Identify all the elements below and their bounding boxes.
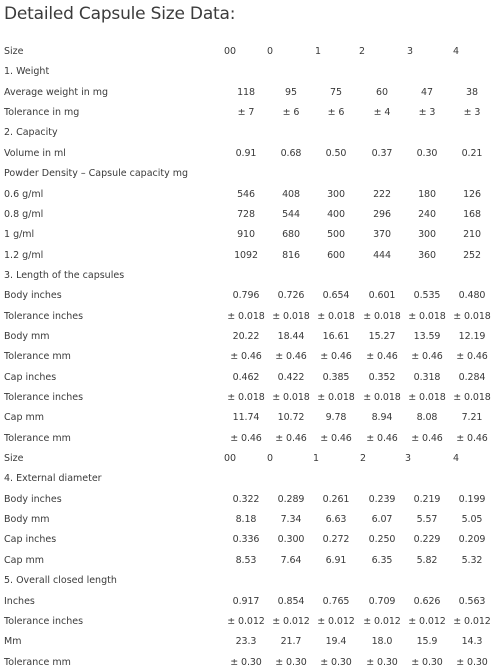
table-cell: 0.796 bbox=[232, 290, 260, 302]
row-label: Cap inches bbox=[4, 371, 57, 383]
row-label: Tolerance mm bbox=[4, 656, 71, 668]
table-row bbox=[0, 64, 500, 80]
table-cell: 0.318 bbox=[413, 371, 441, 383]
row-label: Body inches bbox=[4, 290, 62, 302]
size-header-cell: 3 bbox=[405, 453, 411, 464]
row-label: Average weight in mg bbox=[4, 86, 109, 98]
table-cell: 95 bbox=[285, 86, 297, 98]
table-cell: ± 7 bbox=[237, 107, 255, 119]
table-cell: ± 0.30 bbox=[230, 656, 262, 668]
table-row bbox=[0, 227, 500, 243]
table-cell: ± 0.46 bbox=[366, 351, 398, 363]
table-cell: 0.284 bbox=[458, 371, 486, 383]
table-row bbox=[0, 44, 500, 60]
table-cell: 6.07 bbox=[371, 514, 393, 525]
table-cell: 0.726 bbox=[277, 290, 305, 302]
table-row bbox=[0, 187, 500, 203]
size-header-cell: 00 bbox=[224, 453, 236, 464]
table-cell: ± 0.30 bbox=[320, 656, 352, 668]
table-cell: 15.9 bbox=[416, 636, 438, 648]
table-cell: 11.74 bbox=[232, 412, 260, 424]
table-cell: 0.68 bbox=[280, 147, 302, 159]
table-row bbox=[0, 594, 500, 610]
table-cell: ± 0.018 bbox=[408, 310, 446, 322]
table-cell: 300 bbox=[327, 188, 345, 200]
size-header-cell: 0 bbox=[267, 453, 273, 464]
row-label: 1. Weight bbox=[4, 66, 50, 78]
size-header-cell: 1 bbox=[315, 46, 321, 57]
table-cell: ± 0.46 bbox=[366, 432, 398, 444]
table-cell: 23.3 bbox=[235, 636, 257, 648]
table-row bbox=[0, 532, 500, 548]
table-row bbox=[0, 309, 500, 325]
table-cell: 0.480 bbox=[458, 290, 486, 302]
table-cell: 0.239 bbox=[368, 493, 396, 505]
table-cell: 296 bbox=[373, 208, 391, 220]
size-header-cell: 1 bbox=[313, 453, 319, 464]
size-header-cell: 0 bbox=[267, 46, 273, 57]
table-row bbox=[0, 492, 500, 508]
table-cell: ± 0.018 bbox=[453, 310, 491, 322]
table-cell: 816 bbox=[282, 249, 300, 261]
table-row bbox=[0, 390, 500, 406]
table-cell: ± 4 bbox=[373, 107, 391, 119]
size-header-cell: 4 bbox=[453, 46, 459, 57]
table-row bbox=[0, 370, 500, 386]
table-cell: 0.765 bbox=[322, 595, 350, 607]
table-cell: 0.709 bbox=[368, 595, 396, 607]
table-cell: 18.0 bbox=[371, 636, 393, 648]
row-label: Tolerance mm bbox=[4, 351, 71, 363]
table-cell: ± 0.012 bbox=[227, 615, 265, 627]
table-cell: 14.3 bbox=[461, 636, 483, 648]
table-cell: ± 0.018 bbox=[317, 310, 355, 322]
row-label: 5. Overall closed length bbox=[4, 575, 117, 587]
table-cell: 47 bbox=[421, 86, 433, 98]
table-cell: 680 bbox=[282, 229, 300, 241]
table-cell: 5.32 bbox=[461, 554, 483, 566]
table-cell: ± 0.012 bbox=[317, 615, 355, 627]
table-row bbox=[0, 410, 500, 426]
table-cell: ± 0.46 bbox=[320, 351, 352, 363]
table-cell: 400 bbox=[327, 208, 345, 220]
table-row bbox=[0, 655, 500, 671]
table-cell: 0.322 bbox=[232, 493, 260, 505]
table-cell: ± 0.018 bbox=[363, 392, 401, 403]
table-cell: 0.336 bbox=[232, 534, 260, 546]
table-row bbox=[0, 329, 500, 345]
table-cell: 0.250 bbox=[368, 534, 396, 546]
table-cell: 0.854 bbox=[277, 595, 305, 607]
table-cell: 360 bbox=[418, 249, 436, 261]
table-cell: 0.272 bbox=[322, 534, 350, 546]
table-cell: 408 bbox=[282, 188, 300, 200]
table-cell: 0.91 bbox=[235, 147, 257, 159]
table-cell: 18.44 bbox=[277, 330, 305, 342]
table-row bbox=[0, 146, 500, 162]
table-cell: 16.61 bbox=[322, 330, 350, 342]
table-cell: 6.63 bbox=[325, 514, 347, 525]
row-label: Cap mm bbox=[4, 412, 45, 424]
table-cell: 1092 bbox=[234, 249, 258, 261]
table-cell: 0.229 bbox=[413, 534, 441, 546]
table-cell: 8.08 bbox=[416, 412, 438, 424]
table-cell: 300 bbox=[418, 229, 436, 241]
table-cell: ± 0.018 bbox=[408, 392, 446, 403]
row-label: Tolerance inches bbox=[4, 310, 84, 322]
size-header-cell: 2 bbox=[359, 46, 365, 57]
table-cell: 5.82 bbox=[416, 554, 438, 566]
row-label: Cap inches bbox=[4, 534, 57, 546]
table-cell: 20.22 bbox=[232, 330, 260, 342]
table-cell: ± 0.46 bbox=[411, 432, 443, 444]
table-row bbox=[0, 634, 500, 650]
row-label: Mm bbox=[4, 636, 22, 648]
table-cell: 0.654 bbox=[322, 290, 350, 302]
row-label: Size bbox=[4, 46, 24, 57]
table-cell: 728 bbox=[237, 208, 255, 220]
table-cell: 0.535 bbox=[413, 290, 441, 302]
row-label: 0.8 g/ml bbox=[4, 208, 44, 220]
table-cell: ± 0.30 bbox=[366, 656, 398, 668]
table-cell: 0.563 bbox=[458, 595, 486, 607]
table-cell: 500 bbox=[327, 229, 345, 241]
table-cell: ± 0.46 bbox=[411, 351, 443, 363]
table-cell: 180 bbox=[418, 188, 436, 200]
table-cell: ± 0.46 bbox=[456, 432, 488, 444]
table-cell: 0.385 bbox=[322, 371, 350, 383]
table-cell: ± 0.012 bbox=[408, 615, 446, 627]
table-cell: 75 bbox=[330, 86, 342, 98]
row-label: Volume in ml bbox=[4, 147, 66, 159]
row-label: Powder Density – Capsule capacity mg bbox=[4, 168, 189, 180]
row-label: Tolerance inches bbox=[4, 392, 84, 403]
table-cell: 0.21 bbox=[461, 147, 483, 159]
row-label: 2. Capacity bbox=[4, 127, 58, 139]
table-cell: 0.462 bbox=[232, 371, 260, 383]
table-cell: 0.626 bbox=[413, 595, 441, 607]
table-row bbox=[0, 573, 500, 589]
table-cell: 19.4 bbox=[325, 636, 347, 648]
table-cell: 0.219 bbox=[413, 493, 441, 505]
table-cell: ± 6 bbox=[327, 107, 345, 119]
table-cell: ± 6 bbox=[282, 107, 300, 119]
table-cell: ± 0.012 bbox=[453, 615, 491, 627]
table-cell: ± 0.012 bbox=[272, 615, 310, 627]
table-cell: 126 bbox=[463, 188, 481, 200]
table-cell: 0.199 bbox=[458, 493, 486, 505]
table-cell: 21.7 bbox=[280, 636, 302, 648]
table-cell: 118 bbox=[237, 86, 255, 98]
table-cell: ± 0.30 bbox=[411, 656, 443, 668]
table-row bbox=[0, 471, 500, 487]
table-cell: ± 0.018 bbox=[363, 310, 401, 322]
table-cell: 0.352 bbox=[368, 371, 396, 383]
table-cell: 444 bbox=[373, 249, 391, 261]
table-cell: 546 bbox=[237, 188, 255, 200]
table-cell: ± 0.46 bbox=[320, 432, 352, 444]
table-cell: 60 bbox=[376, 86, 388, 98]
row-label: 4. External diameter bbox=[4, 473, 102, 485]
size-header-cell: 2 bbox=[360, 453, 366, 464]
row-label: Body inches bbox=[4, 493, 62, 505]
row-label: 0.6 g/ml bbox=[4, 188, 44, 200]
row-label: 3. Length of the capsules bbox=[4, 269, 125, 281]
table-row bbox=[0, 553, 500, 569]
size-header-cell: 3 bbox=[407, 46, 413, 57]
table-cell: ± 0.018 bbox=[317, 392, 355, 403]
row-label: Inches bbox=[4, 595, 35, 607]
table-row bbox=[0, 268, 500, 284]
table-cell: ± 0.46 bbox=[456, 351, 488, 363]
row-label: Size bbox=[4, 453, 24, 464]
table-cell: 222 bbox=[373, 188, 391, 200]
row-label: Tolerance inches bbox=[4, 615, 84, 627]
table-row bbox=[0, 248, 500, 264]
table-cell: 168 bbox=[463, 208, 481, 220]
table-cell: ± 0.46 bbox=[275, 351, 307, 363]
table-row bbox=[0, 207, 500, 223]
table-cell: ± 3 bbox=[418, 107, 436, 119]
table-row bbox=[0, 349, 500, 365]
table-cell: 0.30 bbox=[416, 147, 438, 159]
row-label: 1.2 g/ml bbox=[4, 249, 44, 261]
table-cell: 8.18 bbox=[235, 514, 257, 525]
table-cell: ± 0.46 bbox=[275, 432, 307, 444]
size-header-cell: 00 bbox=[224, 46, 236, 57]
table-cell: 0.50 bbox=[325, 147, 347, 159]
table-cell: 8.53 bbox=[235, 554, 257, 566]
table-cell: 5.57 bbox=[416, 514, 438, 525]
row-label: Body mm bbox=[4, 514, 50, 525]
table-cell: 38 bbox=[466, 86, 478, 98]
table-cell: 910 bbox=[237, 229, 255, 241]
table-cell: 15.27 bbox=[368, 330, 396, 342]
table-cell: 0.37 bbox=[371, 147, 393, 159]
table-row bbox=[0, 85, 500, 101]
table-cell: 7.21 bbox=[461, 412, 483, 424]
table-row bbox=[0, 125, 500, 141]
row-label: Body mm bbox=[4, 330, 50, 342]
table-cell: 0.261 bbox=[322, 493, 350, 505]
table-row bbox=[0, 105, 500, 121]
table-cell: ± 0.46 bbox=[230, 351, 262, 363]
table-cell: 6.35 bbox=[371, 554, 393, 566]
table-row bbox=[0, 288, 500, 304]
row-label: Tolerance mm bbox=[4, 432, 71, 444]
table-cell: 210 bbox=[463, 229, 481, 241]
table-cell: 0.209 bbox=[458, 534, 486, 546]
table-cell: 600 bbox=[327, 249, 345, 261]
table-cell: ± 0.018 bbox=[453, 392, 491, 403]
row-label: Tolerance in mg bbox=[4, 107, 80, 119]
table-cell: 544 bbox=[282, 208, 300, 220]
table-cell: ± 0.018 bbox=[227, 392, 265, 403]
table-row bbox=[0, 431, 500, 447]
table-row bbox=[0, 512, 500, 528]
table-cell: 12.19 bbox=[458, 330, 486, 342]
table-cell: 370 bbox=[373, 229, 391, 241]
page-title: Detailed Capsule Size Data: bbox=[4, 4, 236, 24]
table-cell: 9.78 bbox=[325, 412, 347, 424]
size-header-cell: 4 bbox=[453, 453, 459, 464]
table-cell: 240 bbox=[418, 208, 436, 220]
table-cell: 13.59 bbox=[413, 330, 441, 342]
table-cell: 7.64 bbox=[280, 554, 302, 566]
row-label: 1 g/ml bbox=[4, 229, 35, 241]
table-row bbox=[0, 614, 500, 630]
table-cell: 5.05 bbox=[461, 514, 483, 525]
table-cell: 7.34 bbox=[280, 514, 302, 525]
table-cell: 0.300 bbox=[277, 534, 305, 546]
table-cell: 0.601 bbox=[368, 290, 396, 302]
table-row bbox=[0, 166, 500, 182]
table-cell: 252 bbox=[463, 249, 481, 261]
table-cell: ± 0.46 bbox=[230, 432, 262, 444]
table-cell: 6.91 bbox=[325, 554, 347, 566]
table-cell: ± 0.018 bbox=[227, 310, 265, 322]
table-cell: ± 0.018 bbox=[272, 392, 310, 403]
table-cell: ± 0.018 bbox=[272, 310, 310, 322]
table-cell: ± 0.30 bbox=[275, 656, 307, 668]
table-cell: ± 0.012 bbox=[363, 615, 401, 627]
table-row bbox=[0, 451, 500, 467]
table-cell: 8.94 bbox=[371, 412, 393, 424]
table-cell: 10.72 bbox=[277, 412, 305, 424]
table-cell: ± 3 bbox=[463, 107, 481, 119]
row-label: Cap mm bbox=[4, 554, 45, 566]
table-cell: 0.917 bbox=[232, 595, 260, 607]
table-cell: 0.289 bbox=[277, 493, 305, 505]
table-cell: 0.422 bbox=[277, 371, 305, 383]
table-cell: ± 0.30 bbox=[456, 656, 488, 668]
